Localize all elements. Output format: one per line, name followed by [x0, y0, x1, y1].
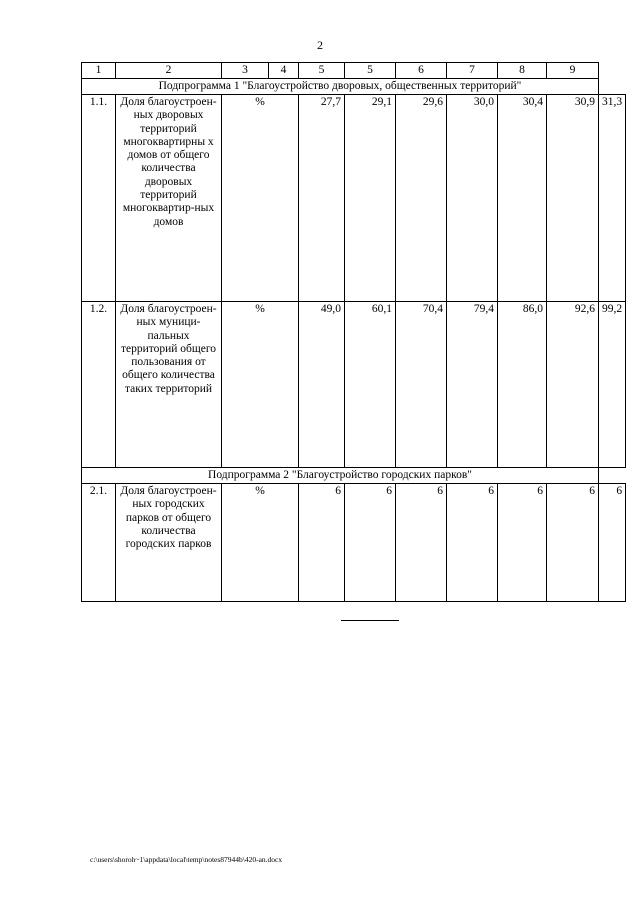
row-value: 6	[345, 484, 396, 602]
file-path-footer: c:\users\shoroh~1\appdata\local\temp\notes87944b\420-an.docx	[90, 855, 283, 864]
header-cell: 5	[345, 63, 396, 79]
subprogram-row	[82, 79, 626, 95]
separator-line	[341, 620, 399, 621]
row-value: 6	[396, 484, 447, 602]
row-description: Доля благоустроен-ных городских парков от общего количества городских парков	[116, 484, 222, 602]
header-cell: 9	[547, 63, 599, 79]
row-number: 1.1.	[82, 95, 116, 302]
row-value: 86,0	[498, 302, 547, 468]
table-header-row	[82, 63, 626, 79]
header-cell: 4	[269, 63, 299, 79]
row-value: 92,6	[547, 302, 599, 468]
row-value: 6	[599, 484, 626, 602]
header-cell: 1	[82, 63, 116, 79]
indicators-table	[81, 62, 626, 602]
row-description: Доля благоустроен-ных дворовых территорий многоквартирны х домов от общего количества дворовых территорий многоквартир-ных домов	[116, 95, 222, 302]
row-value: 27,7	[299, 95, 345, 302]
row-unit: %	[222, 484, 299, 602]
header-cell: 6	[396, 63, 447, 79]
row-number: 2.1.	[82, 484, 116, 602]
subprogram-row	[82, 468, 626, 484]
header-cell: 2	[116, 63, 222, 79]
row-value: 6	[498, 484, 547, 602]
row-value: 6	[547, 484, 599, 602]
header-cell: 3	[222, 63, 269, 79]
row-value: 6	[447, 484, 498, 602]
row-value: 31,3	[599, 95, 626, 302]
row-description: Доля благоустроен-ных муници-пальных территорий общего пользования от общего количества таких территорий	[116, 302, 222, 468]
row-value: 6	[299, 484, 345, 602]
row-value: 99,2	[599, 302, 626, 468]
page-number: 2	[317, 38, 323, 52]
subprogram-title: Подпрограмма 2 "Благоустройство городских парков"	[82, 468, 599, 484]
row-value: 30,4	[498, 95, 547, 302]
header-cell: 5	[299, 63, 345, 79]
row-unit: %	[222, 95, 299, 302]
header-cell: 7	[447, 63, 498, 79]
row-value: 70,4	[396, 302, 447, 468]
row-number: 1.2.	[82, 302, 116, 468]
table-row	[82, 302, 626, 468]
row-value: 30,9	[547, 95, 599, 302]
row-value: 60,1	[345, 302, 396, 468]
header-cell: 8	[498, 63, 547, 79]
table-row	[82, 95, 626, 302]
table-row	[82, 484, 626, 602]
row-value: 49,0	[299, 302, 345, 468]
row-value: 29,1	[345, 95, 396, 302]
row-value: 29,6	[396, 95, 447, 302]
subprogram-title: Подпрограмма 1 "Благоустройство дворовых, общественных территорий"	[82, 79, 599, 95]
row-unit: %	[222, 302, 299, 468]
row-value: 79,4	[447, 302, 498, 468]
row-value: 30,0	[447, 95, 498, 302]
